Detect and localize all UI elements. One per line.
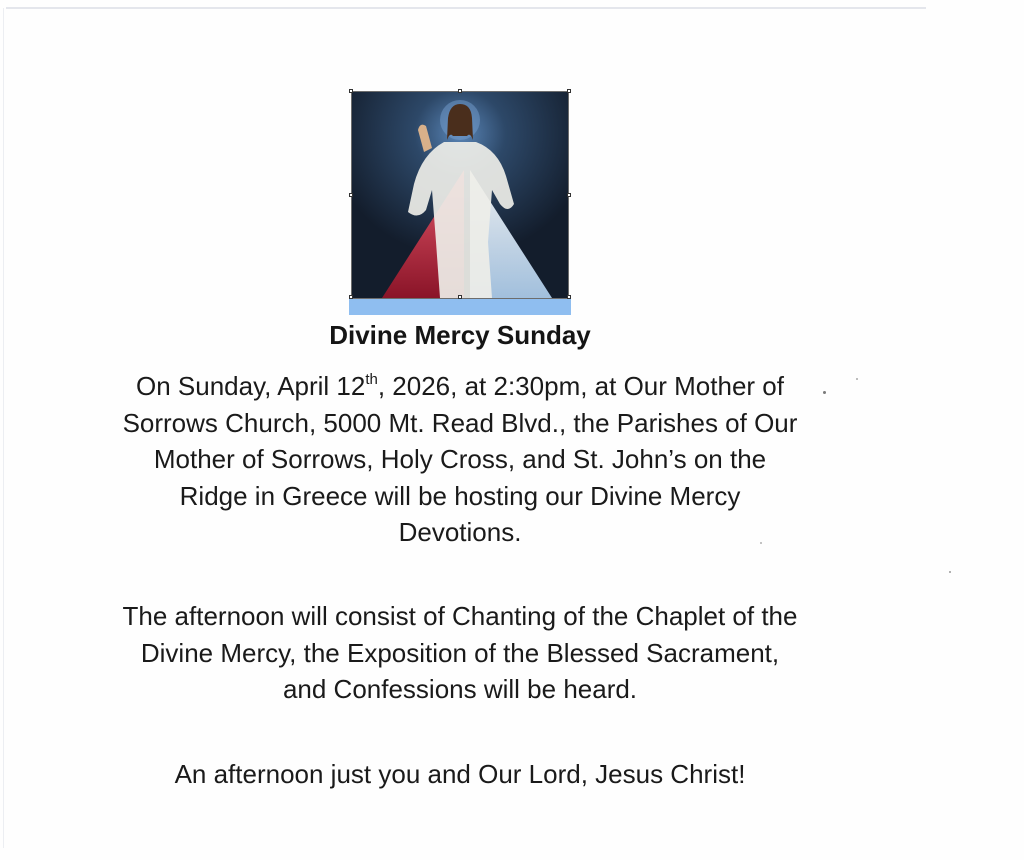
scan-speck bbox=[760, 542, 762, 544]
scan-speck bbox=[856, 378, 858, 380]
event-details-paragraph bbox=[120, 368, 800, 551]
page-title: Divine Mercy Sunday bbox=[329, 320, 591, 350]
divine-mercy-image[interactable] bbox=[351, 91, 569, 299]
resize-handle[interactable] bbox=[458, 89, 462, 93]
resize-handle[interactable] bbox=[349, 193, 353, 197]
scan-edge-left bbox=[3, 8, 4, 848]
image-selection-bar bbox=[349, 299, 571, 315]
closing-line: An afternoon just you and Our Lord, Jesus Christ! bbox=[174, 759, 746, 789]
scan-edge-top bbox=[6, 7, 926, 9]
event-details-text-start: On Sunday, April 12 bbox=[136, 371, 366, 401]
scan-speck bbox=[949, 571, 951, 573]
ordinal-suffix: th bbox=[365, 371, 378, 388]
event-details-text-end: , 2026, at 2:30pm, at Our Mother of Sorrows Church, 5000 Mt. Read Blvd., the Parishes of Our Mother of Sorrows, Holy Cross, and St. John’s on the Ridge in Greece will be hosting our Divine Mercy Devotions. bbox=[122, 371, 798, 547]
divine-mercy-illustration bbox=[352, 92, 568, 298]
scan-speck bbox=[823, 391, 826, 394]
resize-handle[interactable] bbox=[349, 89, 353, 93]
resize-handle[interactable] bbox=[567, 193, 571, 197]
program-description-paragraph: The afternoon will consist of Chanting of the Chaplet of the Divine Mercy, the Exposition of the Blessed Sacrament, and Confessions will be heard. bbox=[122, 601, 798, 704]
resize-handle[interactable] bbox=[567, 89, 571, 93]
